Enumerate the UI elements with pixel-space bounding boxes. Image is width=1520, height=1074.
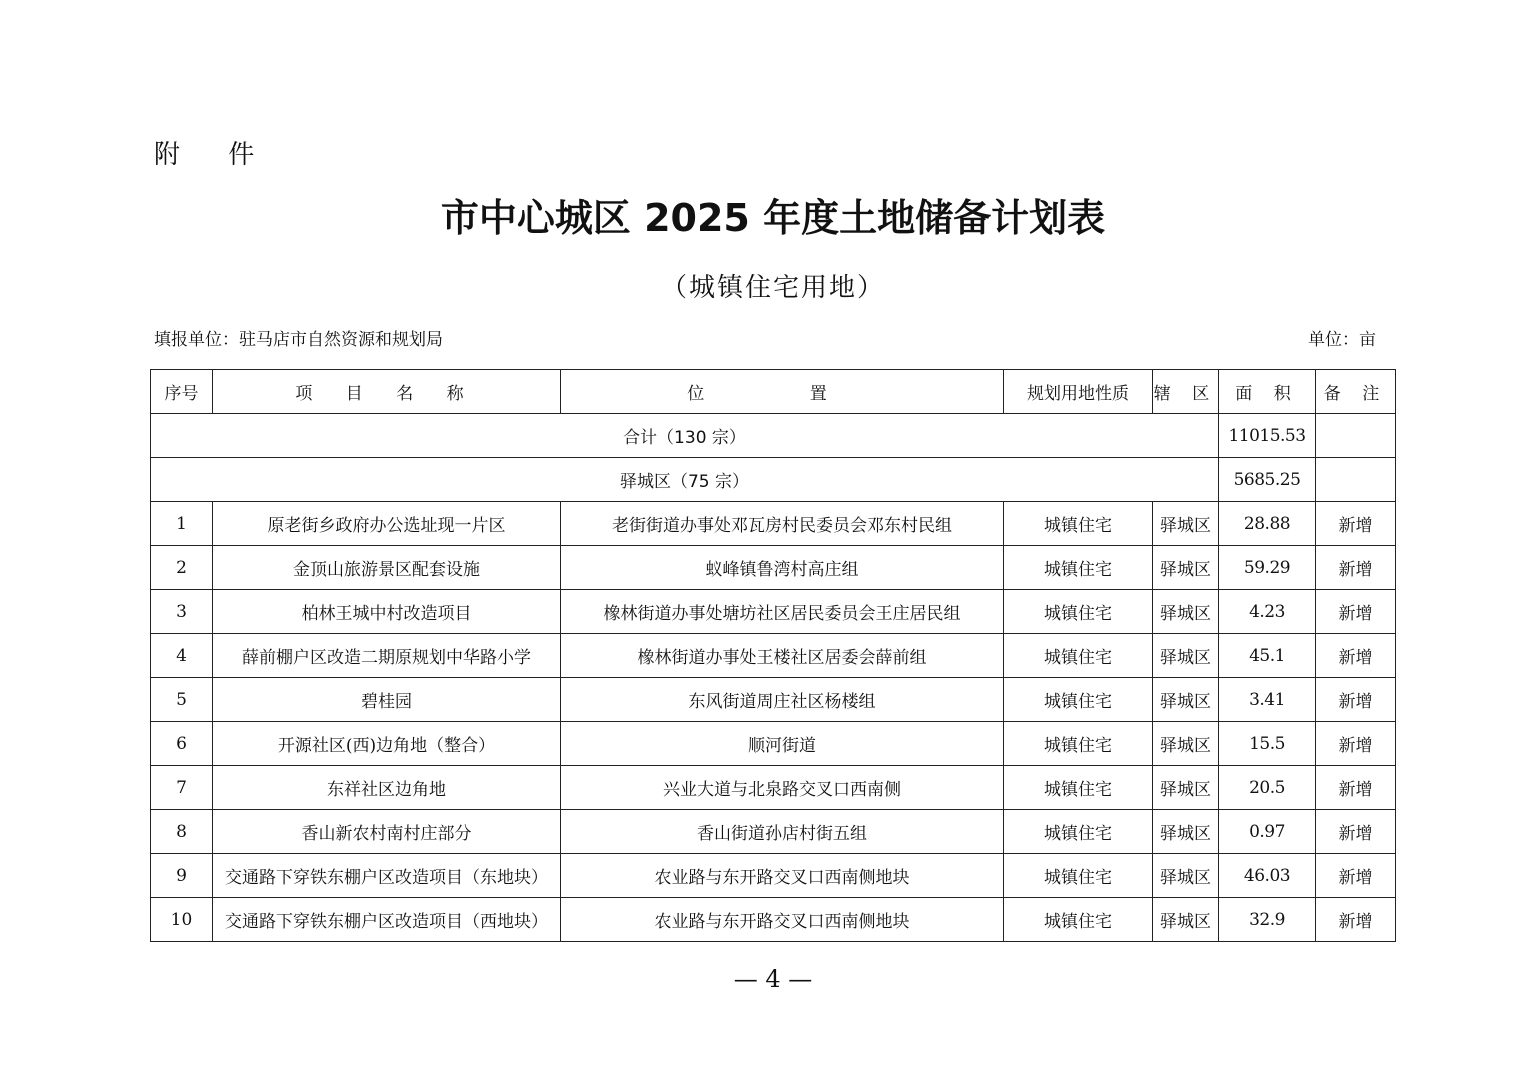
table-header-row	[151, 370, 1396, 414]
cell-district: 驿城区	[1153, 546, 1219, 590]
cell-land-nature: 城镇住宅	[1004, 546, 1153, 590]
table-row	[151, 634, 1396, 678]
cell-note: 新增	[1316, 634, 1396, 678]
cell-land-nature: 城镇住宅	[1004, 766, 1153, 810]
cell-location: 农业路与东开路交叉口西南侧地块	[561, 854, 1004, 898]
cell-area: 32.9	[1219, 898, 1316, 942]
cell-location: 香山街道孙店村街五组	[561, 810, 1004, 854]
table-row	[151, 766, 1396, 810]
cell-serial: 5	[151, 678, 213, 722]
header-project-name: 项 目 名 称	[213, 370, 561, 414]
cell-land-nature: 城镇住宅	[1004, 722, 1153, 766]
attachment-label: 附 件	[154, 140, 275, 170]
cell-land-nature: 城镇住宅	[1004, 898, 1153, 942]
cell-location: 橡林街道办事处王楼社区居委会薛前组	[561, 634, 1004, 678]
cell-note: 新增	[1316, 722, 1396, 766]
cell-district: 驿城区	[1153, 502, 1219, 546]
table-row	[151, 502, 1396, 546]
cell-project-name: 金顶山旅游景区配套设施	[213, 546, 561, 590]
cell-district: 驿城区	[1153, 898, 1219, 942]
cell-district: 驿城区	[1153, 590, 1219, 634]
cell-area: 15.5	[1219, 722, 1316, 766]
table-row	[151, 678, 1396, 722]
cell-land-nature: 城镇住宅	[1004, 590, 1153, 634]
cell-land-nature: 城镇住宅	[1004, 634, 1153, 678]
header-location: 位 置	[561, 370, 1004, 414]
cell-serial: 1	[151, 502, 213, 546]
cell-project-name: 柏林王城中村改造项目	[213, 590, 561, 634]
cell-area: 20.5	[1219, 766, 1316, 810]
subtotal-note	[1316, 458, 1396, 502]
cell-area: 3.41	[1219, 678, 1316, 722]
cell-serial: 3	[151, 590, 213, 634]
cell-area: 59.29	[1219, 546, 1316, 590]
cell-location: 顺河街道	[561, 722, 1004, 766]
table-row	[151, 722, 1396, 766]
table-row	[151, 590, 1396, 634]
cell-serial: 9	[151, 854, 213, 898]
cell-area: 45.1	[1219, 634, 1316, 678]
cell-district: 驿城区	[1153, 766, 1219, 810]
cell-project-name: 交通路下穿铁东棚户区改造项目（东地块）	[213, 854, 561, 898]
header-area: 面 积	[1219, 370, 1316, 414]
total-row	[151, 414, 1396, 458]
cell-location: 农业路与东开路交叉口西南侧地块	[561, 898, 1004, 942]
cell-serial: 8	[151, 810, 213, 854]
cell-district: 驿城区	[1153, 854, 1219, 898]
total-note	[1316, 414, 1396, 458]
cell-note: 新增	[1316, 502, 1396, 546]
cell-land-nature: 城镇住宅	[1004, 810, 1153, 854]
cell-land-nature: 城镇住宅	[1004, 502, 1153, 546]
cell-note: 新增	[1316, 590, 1396, 634]
cell-location: 橡林街道办事处塘坊社区居民委员会王庄居民组	[561, 590, 1004, 634]
table-row	[151, 854, 1396, 898]
document-title: 市中心城区 2025 年度土地储备计划表	[440, 196, 1106, 240]
table-row	[151, 546, 1396, 590]
cell-serial: 6	[151, 722, 213, 766]
cell-serial: 7	[151, 766, 213, 810]
cell-serial: 4	[151, 634, 213, 678]
cell-note: 新增	[1316, 678, 1396, 722]
cell-project-name: 东祥社区边角地	[213, 766, 561, 810]
header-note: 备 注	[1316, 370, 1396, 414]
subtotal-row	[151, 458, 1396, 502]
cell-location: 蚁峰镇鲁湾村高庄组	[561, 546, 1004, 590]
header-serial: 序号	[151, 370, 213, 414]
subtotal-label: 驿城区（75 宗）	[151, 458, 1219, 502]
cell-note: 新增	[1316, 898, 1396, 942]
cell-land-nature: 城镇住宅	[1004, 678, 1153, 722]
cell-district: 驿城区	[1153, 634, 1219, 678]
cell-district: 驿城区	[1153, 810, 1219, 854]
cell-location: 老街街道办事处邓瓦房村民委员会邓东村民组	[561, 502, 1004, 546]
cell-note: 新增	[1316, 810, 1396, 854]
cell-area: 0.97	[1219, 810, 1316, 854]
cell-project-name: 原老街乡政府办公选址现一片区	[213, 502, 561, 546]
cell-project-name: 薛前棚户区改造二期原规划中华路小学	[213, 634, 561, 678]
cell-project-name: 香山新农村南村庄部分	[213, 810, 561, 854]
document-subtitle: （城镇住宅用地）	[660, 273, 885, 303]
cell-district: 驿城区	[1153, 722, 1219, 766]
table-row	[151, 810, 1396, 854]
header-land-nature: 规划用地性质	[1004, 370, 1153, 414]
cell-project-name: 交通路下穿铁东棚户区改造项目（西地块）	[213, 898, 561, 942]
table-row	[151, 898, 1396, 942]
cell-area: 4.23	[1219, 590, 1316, 634]
cell-area: 46.03	[1219, 854, 1316, 898]
cell-project-name: 开源社区(西)边角地（整合）	[213, 722, 561, 766]
cell-district: 驿城区	[1153, 678, 1219, 722]
page-number: — 4 —	[733, 965, 813, 993]
cell-project-name: 碧桂园	[213, 678, 561, 722]
reporting-unit: 填报单位：驻马店市自然资源和规划局	[154, 330, 443, 350]
header-district: 辖 区	[1153, 370, 1219, 414]
cell-area: 28.88	[1219, 502, 1316, 546]
cell-land-nature: 城镇住宅	[1004, 854, 1153, 898]
cell-note: 新增	[1316, 766, 1396, 810]
cell-note: 新增	[1316, 854, 1396, 898]
cell-location: 东风街道周庄社区杨楼组	[561, 678, 1004, 722]
cell-location: 兴业大道与北泉路交叉口西南侧	[561, 766, 1004, 810]
subtotal-area: 5685.25	[1219, 458, 1316, 502]
total-label: 合计（130 宗）	[151, 414, 1219, 458]
total-area: 11015.53	[1219, 414, 1316, 458]
cell-serial: 2	[151, 546, 213, 590]
cell-serial: 10	[151, 898, 213, 942]
land-reserve-table	[150, 369, 1396, 942]
cell-note: 新增	[1316, 546, 1396, 590]
measure-unit: 单位：亩	[1308, 330, 1376, 350]
